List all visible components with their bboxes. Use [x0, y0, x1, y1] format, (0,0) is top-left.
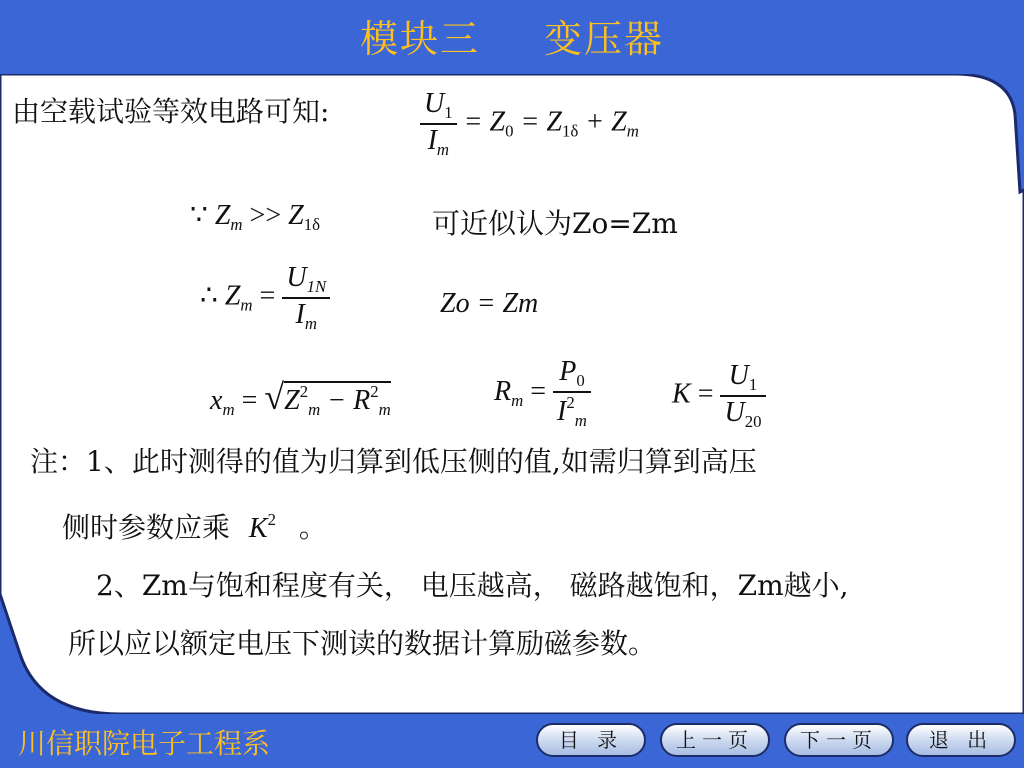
title-subject: 变压器: [544, 17, 665, 61]
rm-equation: $R_m$ = $\frac{P_0}{I^2_m}$: [494, 356, 591, 431]
contents-button[interactable]: 目 录: [536, 723, 646, 757]
note2-line1: 2、Zm与饱和程度有关， 电压越高， 磁路越饱和，Zm越小,: [96, 569, 849, 602]
k-fraction: $\frac{U_1}{U_{20}}$: [720, 360, 765, 432]
xm-equation: $x_m = √Z^2_m - R^2_m$: [210, 377, 391, 419]
prev-page-button[interactable]: 上一页: [660, 723, 770, 757]
k-equation: K = $\frac{U_1}{U_{20}}$: [672, 360, 766, 432]
exit-button[interactable]: 退 出: [906, 723, 1016, 757]
title-module: 模块三: [359, 17, 480, 61]
zm-fraction: $\frac{U_{1N}}{I_m}$: [282, 262, 330, 334]
note1-line2: 侧时参数应乘 $K^2$ 。: [62, 510, 327, 544]
equation-z0: $\frac{U_1}{I_m}$ = $Z_0 = Z_{1\delta} + Z_m$: [420, 88, 639, 160]
next-page-button[interactable]: 下一页: [784, 723, 894, 757]
eq1-fraction: $\frac{U_1}{I_m}$: [420, 88, 457, 160]
slide-content: [0, 74, 1024, 714]
sqrt-body: $Z^2_m - R^2_m$: [284, 382, 391, 419]
approx-text: 可近似认为Zo=Zm: [432, 207, 678, 240]
slide-title: [0, 8, 1024, 63]
because-inequality: ∵ $Z_m >> Z_{1\delta}$: [190, 200, 321, 234]
therefore-equation: ∴ $Z_m$ = $\frac{U_{1N}}{I_m}$: [200, 262, 330, 334]
footer-org-name: 川信职院电子工程系: [18, 727, 271, 760]
note1-line1: 注：1、此时测得的值为归算到低压侧的值,如需归算到高压: [30, 445, 757, 478]
intro-text: 由空载试验等效电路可知:: [12, 95, 330, 128]
note2-line2: 所以应以额定电压下测读的数据计算励磁参数。: [68, 627, 657, 660]
sqrt-symbol: √: [264, 377, 285, 417]
zo-equals-zm: Zo = Zm: [440, 288, 539, 319]
rm-fraction: $\frac{P_0}{I^2_m}$: [553, 356, 591, 431]
